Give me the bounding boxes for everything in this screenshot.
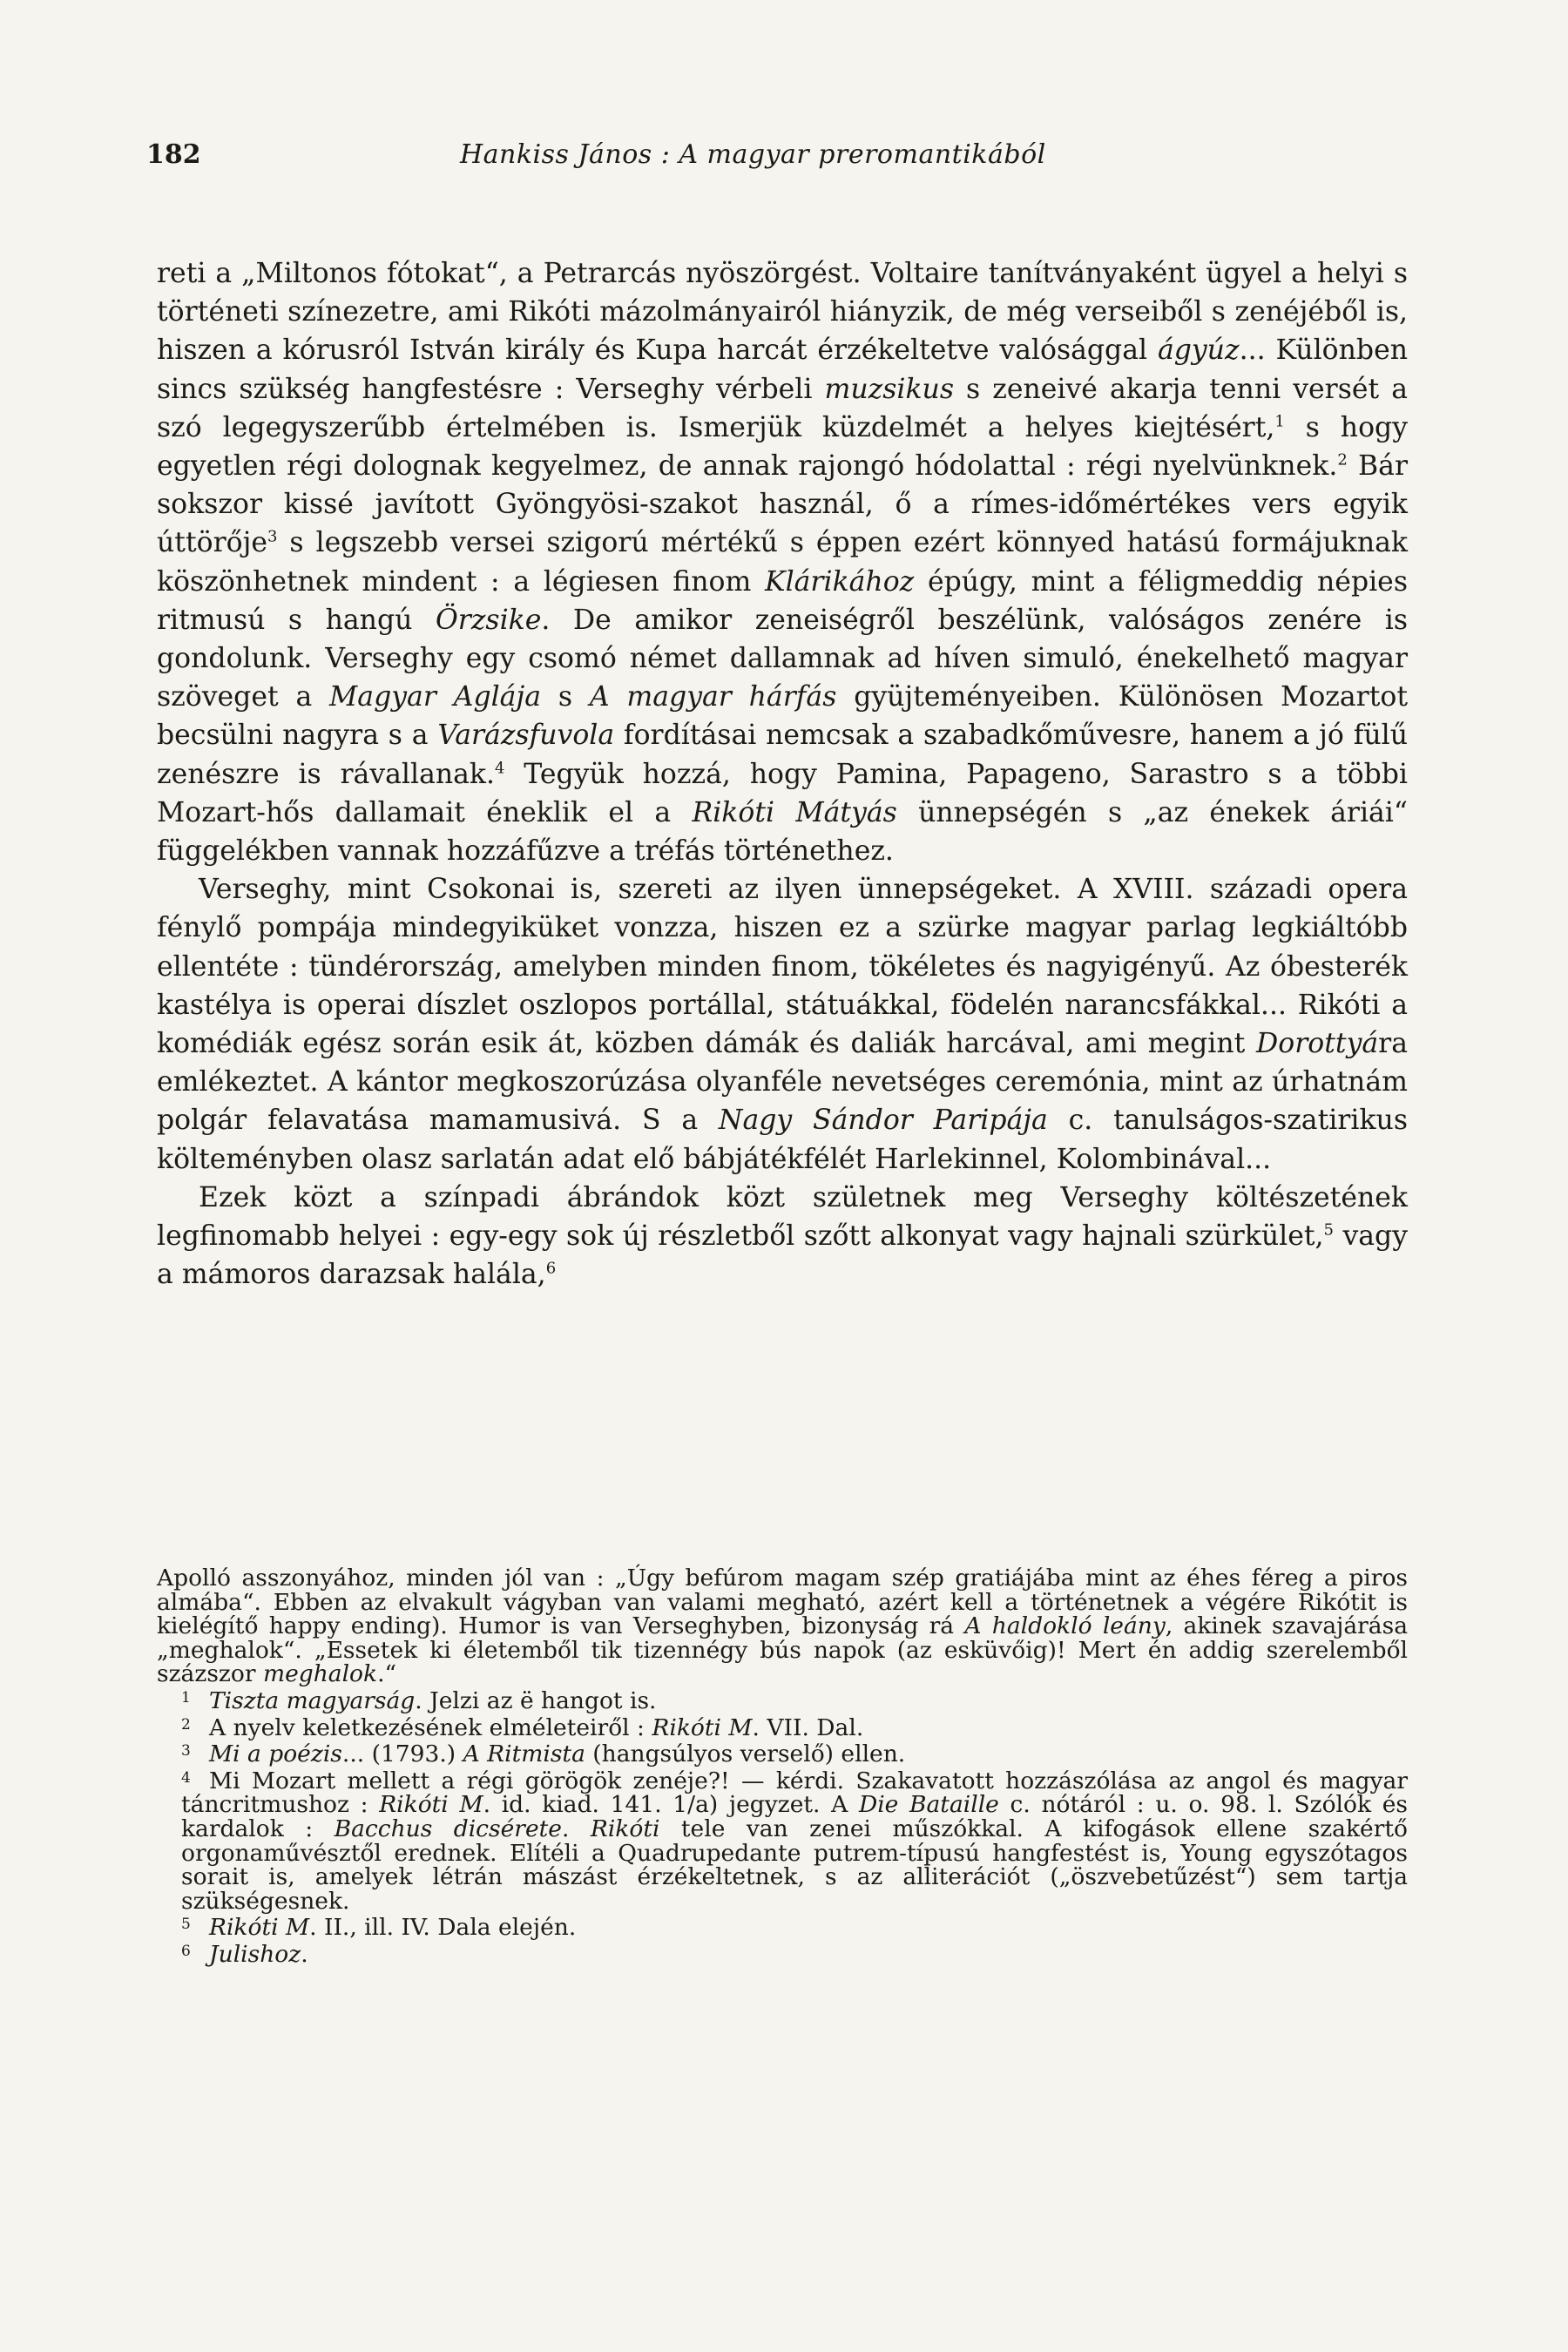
text-run: . Jelzi az ë hangot is.: [415, 1686, 657, 1714]
italic-text: Die Bataille: [858, 1791, 999, 1819]
paragraph: [157, 870, 1408, 1179]
footnotes: [157, 1566, 1408, 1967]
italic-text: A magyar hárfás: [589, 681, 837, 713]
text-run: .: [562, 1815, 591, 1842]
italic-text: ágyúz: [1157, 335, 1240, 367]
italic-text: Dorottyá: [1256, 1028, 1379, 1060]
footnote-number: 6: [181, 1942, 191, 1960]
footnote-reference: 3: [267, 527, 278, 546]
footnote-number: 4: [181, 1768, 191, 1787]
footnote: [157, 1740, 1408, 1767]
footnote: [157, 1686, 1408, 1713]
italic-text: Varázsfuvola: [437, 720, 615, 752]
page-number: 182: [146, 139, 201, 170]
footnote-reference: 4: [495, 759, 505, 778]
text-run: ... Különben sincs szükség hangfestésre : Verseghy vérbeli: [157, 335, 1408, 405]
text-run: . VII. Dal.: [752, 1713, 864, 1741]
text-run: gyüjteményeiben. Különösen Mozartot becsülni nagyra s a: [157, 681, 1408, 752]
text-run: . id. kiad. 141. 1/a) jegyzet. A: [483, 1791, 859, 1819]
italic-text: Tiszta magyarság: [209, 1686, 416, 1714]
italic-text: Julishoz: [209, 1940, 301, 1968]
text-run: Mi Mozart mellett a régi görögök zenéje?! — kérdi. Szakavatott hozzászólása az angol és magyar táncritmushoz :: [181, 1767, 1408, 1819]
italic-text: Rikóti: [590, 1815, 660, 1842]
running-head: Hankiss János : A magyar preromantikából: [460, 139, 1046, 170]
text-run: ... (1793.): [341, 1740, 463, 1768]
italic-text: Mi a poézis: [209, 1740, 342, 1768]
italic-text: Magyar Aglája: [329, 681, 542, 713]
footnote-reference: 6: [545, 1259, 557, 1278]
text-run: s: [541, 681, 590, 713]
text-run: . De amikor zeneiségről beszélünk, valóságos zenére is gondolunk. Verseghy egy csomó német dallamnak ad híven simuló, énekelhető magyar szöveget a: [157, 604, 1408, 713]
footnote: [157, 1713, 1408, 1740]
italic-text: Klárikához: [765, 565, 915, 598]
text-run: tele van zenei műszókkal. A kifogások ellene szakértő orgonaművésztől erednek. Elítéli a Quadrupedante putrem-típusú hangfestést is, Young egyszótagos sorait is, amelyek létrán mászást érzékeltetnek, s az alliterációt („öszvebetűzést“) sem tartja szükségesnek.: [181, 1815, 1408, 1915]
paragraph: [157, 254, 1408, 870]
text-run: fordításai nemcsak a szabadkőművesre, hanem a jó fülű zenészre is rávallanak.: [157, 720, 1408, 790]
text-run: (hangsúlyos verselő) ellen.: [585, 1740, 906, 1768]
footnote-number: 3: [181, 1742, 191, 1761]
text-run: c. nótáról : u. o. 98. l. Szólók és kardalok :: [181, 1791, 1409, 1842]
paragraph: [157, 1179, 1408, 1294]
text-run: , akinek szavajárása „meghalok“. „Essetek ki életemből tik tizennégy bús napok (az esküvőig)! Mert én addig szerelemből százszor: [157, 1612, 1409, 1688]
text-run: ra emlékeztet. A kántor megkoszorúzása olyanféle nevetséges ceremónia, mint az úrhatnám polgár felavatása mamamusivá. S a: [157, 1028, 1408, 1137]
footnote-reference: 5: [1323, 1220, 1334, 1240]
text-run: . II., ill. IV. Dala elején.: [309, 1914, 577, 1942]
text-run: Apolló asszonyához, minden jól van : „Úgy befúrom magam szép gratiájába mint az éhes féreg a piros almába“. Ebben az elvakult vágyban van valami megható, azért kell a történetnek a végére Rikótit is kielégítő happy ending). Humor is van Verseghyben, bizonyság rá: [157, 1565, 1408, 1640]
italic-text: Bacchus dicsérete: [334, 1815, 562, 1842]
footnote: [157, 1913, 1408, 1940]
italic-text: A haldokló leány: [964, 1612, 1166, 1640]
footnote-number: 2: [181, 1715, 191, 1734]
italic-text: Rikóti M: [652, 1713, 753, 1741]
text-run: reti a „Miltonos fótokat“, a Petrarcás nyöszörgést. Voltaire tanítványaként ügyel a helyi s történeti színezetre, ami Rikóti mázolmányairól hiányzik, de még verseiből s zenéjéből is, hiszen a kórusról István király és Kupa harcát érzékeltetve valósággal: [157, 258, 1408, 367]
footnote: [157, 1767, 1408, 1914]
italic-text: Rikóti M: [379, 1791, 483, 1819]
text-run: Verseghy, mint Csokonai is, szereti az ilyen ünnepségeket. A XVIII. századi opera fénylő pompája mindegyiküket vonzza, hiszen ez a szürke magyar parlag legkiáltóbb ellentéte : tündérország, amelyben minden finom, tökéletes és nagyigényű. Az óbesterék kastélya is operai díszlet oszlopos portállal, státuákkal, födelén narancsfákkal... Rikóti a komédiák egész során esik át, közben dámák és daliák harcával, ami megint: [157, 874, 1408, 1060]
italic-text: Rikóti M: [209, 1914, 310, 1942]
footnote: [157, 1940, 1408, 1967]
text-run: épúgy, mint a féligmeddig népies ritmusú s hangú: [157, 565, 1408, 636]
main-text: [157, 254, 1408, 1294]
italic-text: meghalok: [262, 1660, 378, 1688]
text-run: ünnepségén s „az énekek áriái“ függelékben vannak hozzáfűzve a tréfás történethez.: [157, 796, 1408, 868]
text-run: Ezek közt a színpadi ábrándok közt születnek meg Verseghy költészetének legfinomabb helyei : egy-egy sok új részletből szőtt alkonyat vagy hajnali szürkület,: [157, 1181, 1408, 1253]
text-run: c. tanulságos-szatirikus költeményben olasz sarlatán adat elő bábjátékfélét Harlekinnel, Kolombinával...: [157, 1105, 1408, 1175]
footnote-reference: 1: [1274, 412, 1285, 431]
text-run: vagy a mámoros darazsak halála,: [157, 1220, 1408, 1291]
footnote-reference: 2: [1337, 450, 1348, 470]
text-run: Tegyük hozzá, hogy Pamina, Papageno, Sarastro s a többi Mozart-hős dallamait éneklik el a: [157, 758, 1408, 828]
text-run: s hogy egyetlen régi dolognak kegyelmez, de annak rajongó hódolattal : régi nyelvünknek.: [157, 411, 1408, 483]
text-run: .“: [377, 1660, 397, 1688]
text-run: s legszebb versei szigorú mértékű s éppen ezért könnyed hatású formájuknak köszönhetnek mindent : a légiesen finom: [157, 527, 1408, 598]
text-run: s zeneivé akarja tenni versét a szó legegyszerűbb értelmében is. Ismerjük küzdelmét a helyes kiejtésért,: [157, 373, 1408, 443]
italic-text: Nagy Sándor Paripája: [718, 1105, 1048, 1137]
text-run: A nyelv keletkezésének elméleteiről :: [209, 1713, 652, 1741]
footnote-continuation: [157, 1566, 1408, 1686]
italic-text: Örzsike: [435, 604, 542, 636]
page-header: [146, 139, 1404, 192]
text-run: .: [301, 1940, 308, 1968]
italic-text: A Ritmista: [463, 1740, 585, 1768]
text-run: Bár sokszor kissé javított Gyöngyösi-szakot használ, ő a rímes-időmértékes vers egyik úttörője: [157, 450, 1409, 559]
italic-text: Rikóti Mátyás: [692, 796, 897, 828]
footnote-number: 1: [181, 1688, 191, 1707]
footnote-number: 5: [181, 1916, 191, 1934]
italic-text: muzsikus: [824, 373, 955, 405]
